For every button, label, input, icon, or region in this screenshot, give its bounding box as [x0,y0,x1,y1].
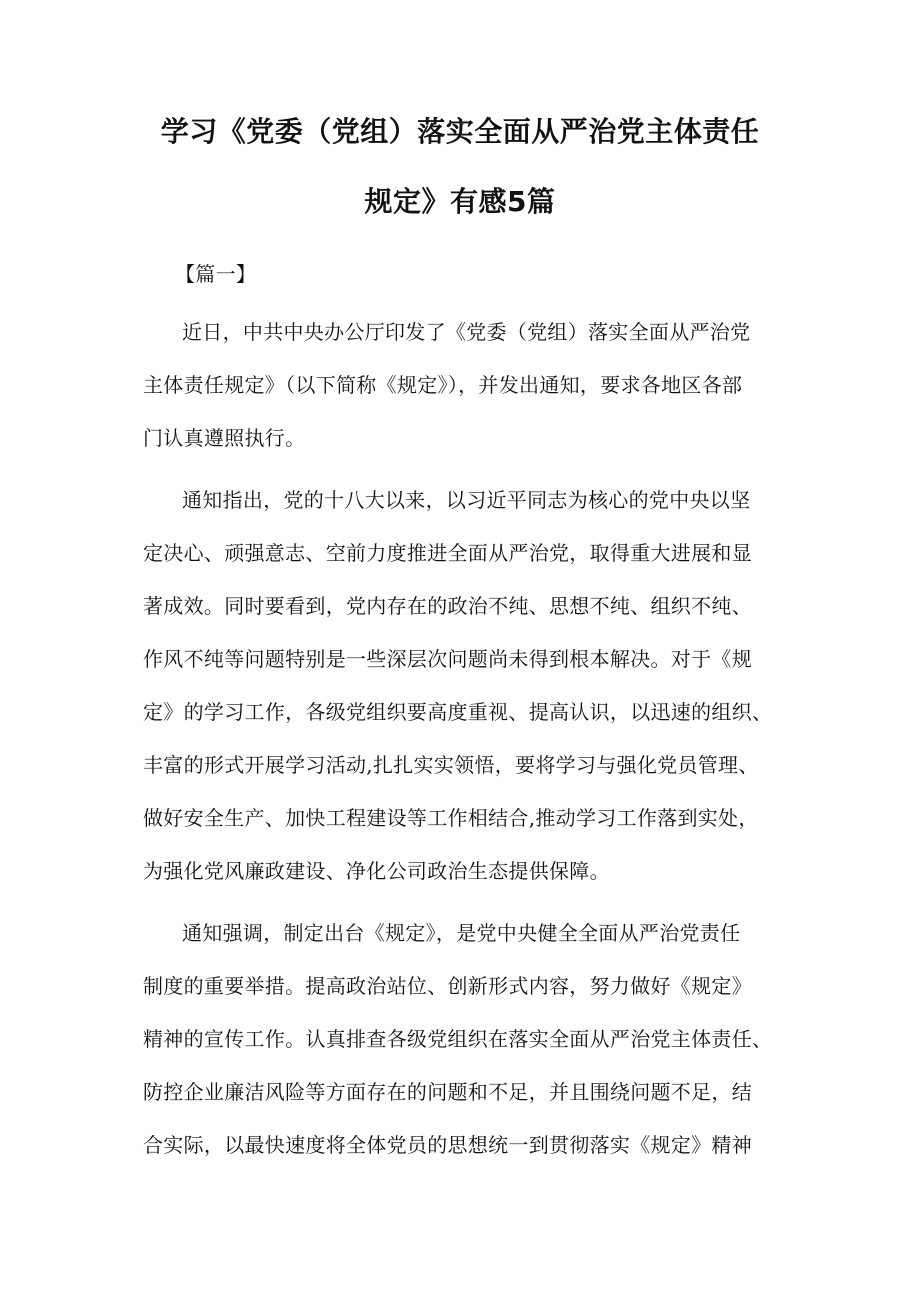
paragraph-2-line-4: 作风不纯等问题特别是一些深层次问题尚未得到根本解决。对于《规 [143,647,752,671]
document-title-line-1: 学习《党委（党组）落实全面从严治党主体责任 [160,115,760,148]
section-label: 【篇一】 [175,262,257,286]
paragraph-1-line-3: 门认真遵照执行。 [143,426,306,450]
paragraph-2-line-6: 丰富的形式开展学习活动,扎扎实实领悟，要将学习与强化党员管理、 [143,753,759,777]
paragraph-3-line-3: 精神的宣传工作。认真排查各级党组织在落实全面从严治党主体责任、 [143,1027,773,1051]
paragraph-2-line-1: 通知指出，党的十八大以来，以习近平同志为核心的党中央以坚 [182,488,751,512]
paragraph-3-line-2: 制度的重要举措。提高政治站位、创新形式内容，努力做好《规定》 [143,974,752,998]
paragraph-2-line-7: 做好安全生产、加快工程建设等工作相结合,推动学习工作落到实处， [143,806,759,830]
paragraph-2-line-2: 定决心、顽强意志、空前力度推进全面从严治党，取得重大进展和显 [143,541,752,565]
paragraph-2-line-3: 著成效。同时要看到，党内存在的政治不纯、思想不纯、组织不纯、 [143,594,752,618]
paragraph-1-line-1: 近日，中共中央办公厅印发了《党委（党组）落实全面从严治党 [182,320,751,344]
paragraph-2-line-8: 为强化党风廉政建设、净化公司政治生态提供保障。 [143,859,610,883]
paragraph-3-line-4: 防控企业廉洁风险等方面存在的问题和不足，并且围绕问题不足，结 [143,1080,752,1104]
paragraph-2-line-5: 定》的学习工作，各级党组织要高度重视、提高认识，以迅速的组织、 [143,700,773,724]
paragraph-3-line-5: 合实际，以最快速度将全体党员的思想统一到贯彻落实《规定》精神 [143,1133,752,1157]
paragraph-3-line-1: 通知强调，制定出台《规定》，是党中央健全全面从严治党责任 [182,921,741,945]
document-title-line-2: 规定》有感5篇 [364,185,556,218]
paragraph-1-line-2: 主体责任规定》（以下简称《规定》），并发出通知，要求各地区各部 [143,373,743,397]
